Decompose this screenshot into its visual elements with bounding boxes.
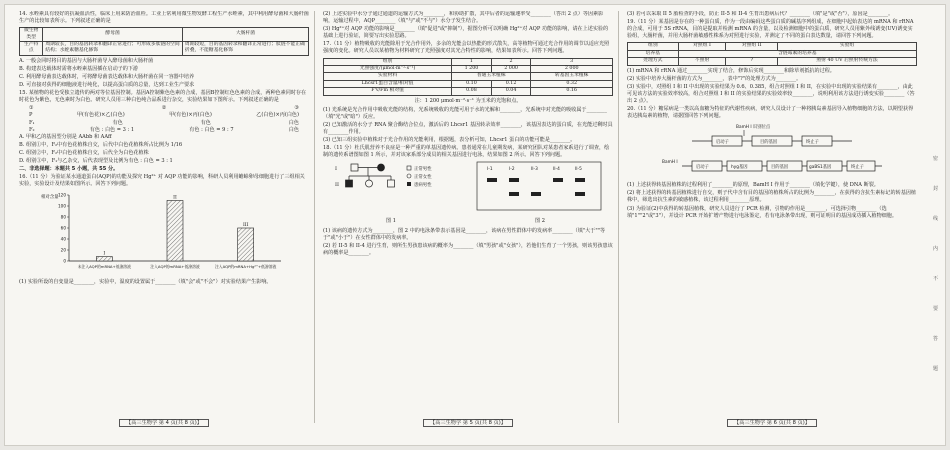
seal-mark: 封	[933, 186, 939, 192]
legend-label: 正常男性	[414, 167, 432, 173]
legend-male-affected-icon	[407, 182, 411, 186]
diagram-label: 目的基因	[771, 165, 789, 171]
table-header: 对照组 II	[726, 43, 778, 50]
option: C. 利用酵母菌表达载体时，可将酵母菌表达载体和大肠杆菌在同一容器中培养	[19, 74, 195, 80]
q17-stem: 17.（11 分）植物吸收的光能除用于光合作用外，多余的光能会以热能的形式散失，高等植物可通过光合作用的调节以适应光照强度的变化。研究人员以某植物为材料研究了光照强度对其光合特性的影响，结果如表所示。回答下列问题。	[323, 41, 610, 55]
gel-band	[575, 178, 585, 182]
column-divider	[618, 11, 619, 423]
table-cell: Lhcsr1蛋白含量/相对值	[324, 80, 452, 87]
cross-f1	[19, 120, 309, 127]
lane-label: I-1	[487, 167, 493, 173]
diagram-label: BamH I	[662, 160, 678, 166]
q16-stem: 16.（11 分）为验证某水通道蛋白(AQP)的功能及探究 Hg²⁺ 对 AQP 功能的影响，科研人员利用蟾蜍卵母细胞进行了三组相关实验，实验设计及结果如图所示。回答下列问题。	[19, 174, 305, 188]
pedigree-female-affected	[378, 164, 385, 171]
exam-sheet	[4, 4, 946, 446]
table-cell: 0.10	[452, 80, 492, 87]
cross-f2-result: 白色	[288, 126, 299, 133]
q16-sub2: (2) 上述实验中水分子通过通道的运输方式为________，和协助扩散，其中后者的运输速率受________（答出 2 点）等因素影响，运输过程中，AQP________（填"与"或"不与"）水分子发生结合。	[323, 11, 604, 25]
table-header: 对照组 I	[678, 43, 726, 50]
y-tick-label: 80	[60, 214, 66, 220]
seal-mark: 内	[933, 246, 939, 252]
table-cell: 0.12	[491, 80, 531, 87]
table-cell: 实验材料	[324, 73, 452, 80]
table-cell: ?	[726, 58, 778, 65]
section-heading: 二、非选择题：本题共 5 小题，共 55 分。	[19, 166, 119, 173]
table-cell: F'v/Fm 相对值	[324, 88, 452, 95]
table-cell: 周期较长，目的基因转录和翻译正常进行；可形成多肽链的空间结构；水蛭素糖基化修饰	[43, 42, 183, 56]
gel-band	[553, 178, 563, 182]
x-tick-label: 未注入AQP的mRNA+低渗溶液	[77, 264, 131, 270]
q17-sub: (1) 光系统是光合作用中吸收光能的结构，光系统吸收的光能可用于水的光解和________，光系统中对光能的吸收属于________（填"光"或"暗"）反应。	[323, 106, 607, 120]
table-cell: 含链霉素的培养基	[678, 50, 916, 57]
cross-parent: 乙(白色)×丙(白色)	[256, 112, 299, 119]
cross-f1-result: 有色	[112, 119, 123, 126]
pedigree-figure	[331, 160, 451, 227]
y-tick-label: 100	[58, 203, 66, 209]
y-tick-label: 120	[58, 192, 66, 198]
q16-sub3: (3) Hg²⁺对 AQP 功能的影响是________（填"促进"或"抑制"），据图分析可以明确 Hg²⁺对 AQP 功能的影响，请在上述实验的基础上进行验证，简要写出实验思路。	[323, 26, 609, 40]
aqp-bar-chart	[39, 189, 289, 277]
table-header: 大肠杆菌	[182, 28, 308, 42]
lane-label: I-2	[509, 167, 515, 173]
table-note: 注：1 200 μmol·m⁻²·s⁻¹ 为玉米的光饱和点。	[414, 97, 522, 104]
pedigree-female	[366, 180, 373, 187]
option: D. 组别③中，F₁与乙杂交，后代表现型及比例为有色 : 白色 = 3 : 1	[19, 158, 173, 165]
option: A. 甲和乙的基因型分别是 AAbb 和 AAff	[19, 133, 112, 140]
table-header: 实验组	[778, 43, 917, 50]
diagram-label: 启动子	[696, 165, 709, 171]
table-cell: 0.16	[531, 88, 613, 95]
seal-mark: 线	[933, 216, 939, 222]
q18-sub: (2) 若 II-5 和 II-4 进行生育，则所生男孩患该病的概率为________（填"男孩"或"女孩"），若他们生育了一个男孩，则该男孩患该病的概率是________。	[323, 242, 613, 256]
option: B. 构建表达载体时需将水蛭素基因插在启动子的下游	[19, 65, 139, 72]
table-cell: 1 200	[452, 65, 492, 72]
bar-label: II	[173, 195, 177, 201]
gel-band	[531, 192, 541, 196]
page-column-5	[323, 11, 613, 431]
q20-sub: (1) 上述获得转基因植株的过程利用了________的原理，BamH I 作用于________（填化学键），使 DNA 断裂。	[627, 182, 879, 189]
page-footer: 【高三生物学 第 5 页(共 8 页)】	[323, 420, 613, 427]
table-header: 3	[531, 58, 613, 65]
page-column-6	[627, 11, 917, 431]
table-cell: 培养基	[628, 50, 679, 57]
pedigree-male-affected	[346, 180, 353, 187]
lane-label: II-5	[575, 167, 582, 173]
table-cell: 处理方式	[628, 58, 679, 65]
bar-label: III	[242, 223, 249, 229]
table-header: 2	[491, 58, 531, 65]
y-tick-label: 20	[60, 247, 66, 253]
seal-mark: 要	[933, 306, 939, 312]
cross-f2-result: 有色 : 白色 = 3 : 1	[89, 126, 135, 133]
cross-number: ②	[161, 105, 167, 112]
seal-mark: 答	[933, 336, 939, 342]
q18-sub3: (3) 若可以采取 II 5 胎检查的手段，防止 II-5 和 II-4 生育出患病后代？________（填"是"或"否"），原因是________。	[627, 11, 894, 17]
q19-stem: 19.（11 分）某基因是存在的一种蛋白质，作为一段由编码这些蛋白质的碱基序列组成，在细胞中起始表达的 mRNA 和 rRNA 的合成，可用于 5S rRNA，目的是提取并检测 mRNA 的含量，以及检测细胞中的蛋白质，研究人员用紫外线诱变(UV)诱变实验组，大肠杆菌，并用大肠杆菌敏感性株系为对照进行实验，并测定了不同的蛋白表达数量，请回答下列问题。	[627, 19, 914, 40]
gen-label: F₂	[29, 126, 35, 133]
y-tick-label: 0	[63, 258, 66, 264]
q18-figures	[323, 160, 613, 227]
y-axis-label: 相对含量	[41, 195, 59, 201]
table-cell: 转基因玉米植株	[531, 73, 613, 80]
diagram-label: 启动子	[716, 140, 729, 146]
table-cell: 生产特点	[20, 42, 43, 56]
q16-sub1: (1) 实验所设的自变量是________，实验中，温度的设置属于________（填"会"或"不会"）对实验结果产生影响。	[19, 279, 272, 286]
table-cell: 周期较短，目的基因转录和翻译正常进行；肽链不能正确折叠，不能糖基化修饰	[182, 42, 308, 56]
cross-f2	[19, 127, 309, 134]
column-divider	[314, 11, 315, 423]
diagram-label: 终止子	[851, 165, 864, 171]
q17-sub: (3) 已知三组实验中植株对于光合作用的光能利用，根据题，表分析可知，Lhcsr1 蛋白的功能可能是________。	[323, 137, 576, 144]
q20-sub: (2) 将上述获得的转基因植株进行自交，则子代中含有目的基因的植株所占的比例为________，在获得的含抗生素标记的转基因植株中，筛选出抗生素的敏感植株，该过程利用________原理。	[627, 190, 916, 204]
bar-label: I	[103, 252, 106, 258]
q14-stem: 14. 水蛭素具有较好的抗凝血活性，临床上用来防治血栓。工业上常利用微生物发酵工程生产水蛭素，其中利用酵母菌和大肠杆菌生产的比较如表所示。下列叙述正确的是	[19, 11, 309, 25]
y-tick-label: 40	[60, 236, 66, 242]
diagram-label: hyg基因	[731, 165, 748, 171]
option: C. 组别②中，F₂中白色花植株自交，后代全为白色花植株	[19, 149, 149, 156]
table-cell: 普通玉米植株	[452, 73, 531, 80]
option: B. 组别①中，F₂中有色花植株自交，后代中白色花植株所占比例为 1/16	[19, 141, 183, 148]
option: A. 一般会同时将目的基因与大肠杆菌导入酵母菌和大肠杆菌	[19, 57, 154, 64]
gen-label: F₁	[29, 119, 35, 126]
plasmid-construct-diagram	[632, 121, 912, 181]
q19-table	[627, 42, 917, 65]
pedigree-male	[351, 164, 358, 171]
table-cell: 光照强度/(μmol·m⁻²·s⁻¹)	[324, 65, 452, 72]
q17-sub: (2) 已知激活的水分子 RNA 聚合酶结合位点，激活后的 Lhcsr1 基因转录效率________，该基因表达的蛋白质，在光能过剩时具有________作用。	[323, 121, 613, 135]
x-tick-label: 注入AQP的mRNA+Hg²⁺+低渗溶液	[215, 264, 277, 270]
page-footer: 【高三生物学 第 4 页(共 8 页)】	[19, 420, 309, 427]
q14-table	[19, 27, 309, 56]
cross-f2-result: 有色 : 白色 = 9 : 7	[189, 126, 234, 133]
table-cell: 0.04	[491, 88, 531, 95]
gel-band	[509, 192, 519, 196]
seal-mark: 不	[933, 276, 939, 282]
legend-label: 正常女性	[414, 175, 432, 181]
pedigree-chart	[331, 160, 451, 214]
electrophoresis-gel	[475, 160, 605, 214]
gel-frame	[477, 162, 601, 210]
lane-label: II-4	[553, 167, 560, 173]
q19-sub: (3) 实验中，对照组 I 和 II 中出现的实验结果为 0.6、0.385，组合对照组 I 和 II，在实验中出现的实验结果有________，由此可见该方法的实验效率较高，组合对照组 I 和 II 的实验结果的实验效率较________，说明利用该方法进行诱变实验________（答出 2 点）。	[627, 83, 915, 104]
diagram-label: 目的基因	[760, 140, 778, 146]
cross-parent: 甲(有色花)×乙(白色)	[76, 112, 125, 119]
bar	[167, 201, 183, 262]
gel-band	[509, 178, 519, 182]
table-header: 组别	[324, 58, 452, 65]
x-tick-label: 注入AQP的mRNA+低渗溶液	[150, 264, 200, 270]
page-footer: 【高三生物学 第 6 页(共 8 页)】	[627, 420, 917, 427]
gel-band	[487, 178, 497, 182]
page-column-4	[19, 11, 309, 431]
seal-mark: 题	[933, 366, 939, 372]
gen-label: P	[29, 112, 33, 119]
cross-number: ③	[294, 105, 299, 112]
table-cell: 0.32	[531, 80, 613, 87]
cross-f1-result: 有色	[200, 119, 211, 126]
y-tick-label: 60	[60, 225, 66, 231]
diagram-label: BamH I 识别位点	[736, 125, 771, 131]
q19-sub: (1) mRNA 和 rRNA 通过________实现了结合，修饰后实现________和除草剂抵抗的过程。	[627, 67, 835, 74]
table-header: 微生物类型	[20, 28, 43, 42]
figure-caption: 图 2	[535, 218, 545, 225]
diagram-label: 终止子	[806, 140, 819, 146]
electrophoresis-figure	[475, 160, 605, 227]
table-header: 酵母菌	[43, 28, 183, 42]
q20-sub: (3) 为验证(2)中获得的转基因植株，研究人员进行了 PCR 检测，引物的作用是________，可选择引物________（选填"1""2"或"3"），并设计 PCR 开始扩增产物进行电泳鉴定，若有电泳条带出现，则可证明目的基因成功插入植物细胞。	[627, 205, 897, 219]
cross-number: ①	[29, 105, 34, 112]
cross-parents	[19, 112, 309, 119]
q20-stem: 20.（11 分）糖尿病是一类以高血糖为特征的代谢性疾病，研究人员设计了一种将胰岛素基因导入植物细胞的方法，以期望获得表达胰岛素的植物，请据图回答下列问题。	[627, 106, 914, 120]
q19-sub: (2) 实验中培养大肠杆菌的方式为________，表中"?"的处理方式为________。	[627, 75, 802, 82]
table-cell: 0.08	[452, 88, 492, 95]
q18-sub: (1) 该病的遗传方式为________，图 2 中的电泳条带表示基因是________，该病在男性群体中的发病率________（填"大于""等于"或"小于"）在女性群体中的发病率。	[323, 227, 606, 241]
bar	[96, 257, 112, 261]
table-header: 组别	[628, 43, 679, 50]
cross-parent: 甲(有色)×丙(白色)	[169, 112, 212, 119]
figure-caption: 图 1	[386, 218, 396, 225]
table-cell: 不照射	[678, 58, 726, 65]
pedigree-male	[388, 180, 395, 187]
q17-table	[323, 58, 613, 96]
q18-stem: 18.（11 分）杜氏肌营养不良症是一种严重的单基因遗传病。患者通常在儿童期发病，某研究团队对某患者家系进行了调查，绘制的遗传系谱图如图 1 所示，并对该家系部分成员的相关基因进行电泳，结果如图 2 所示。回答下列问题。	[323, 145, 610, 159]
lane-label: II-3	[531, 167, 538, 173]
table-cell: 2 000	[491, 65, 531, 72]
seal-mark: 密	[933, 156, 939, 162]
table-header: 1	[452, 58, 492, 65]
option: D. 可直接对获得的细胞液进行纯化，以提高蛋白质的总量，达到工业生产要求	[19, 82, 195, 89]
table-cell: 2 000	[531, 65, 613, 72]
legend-female-normal-icon	[407, 174, 411, 178]
bar	[238, 228, 254, 261]
diagram-label: gaBS1基因	[809, 165, 832, 171]
generation-label: I	[335, 166, 337, 173]
legend-male-normal-icon	[407, 166, 411, 170]
generation-label: II	[335, 182, 339, 189]
table-cell: 照射 40 UV 后照射传统方法	[778, 58, 917, 65]
legend-label: 患病男性	[414, 183, 432, 189]
cross-f1-result: 白色	[288, 119, 299, 126]
gel-band	[575, 192, 585, 196]
q15-stem: 15. 某植物的花色受独立遗传的两对等位基因控制。基因A控制紫色色素的合成，基因B控制红色色素的合成，两种色素同时存在时花色为紫色，无色素时为白色。研究人员用三种白色纯合品系进行杂交，实验结果如下图所示。下列叙述正确的是	[19, 90, 307, 104]
